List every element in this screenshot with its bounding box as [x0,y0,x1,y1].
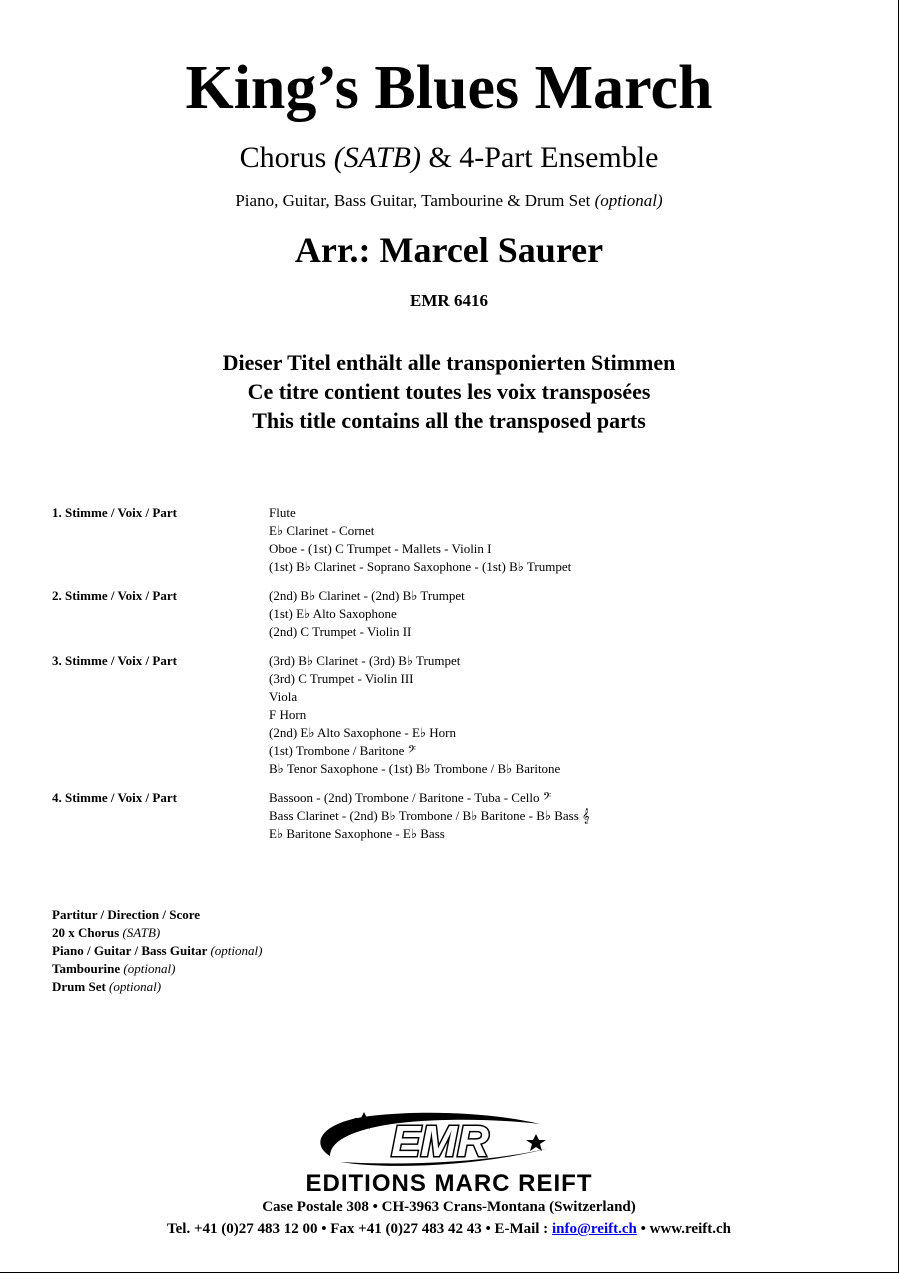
contents-item-text: Drum Set [52,979,106,994]
part-group-label: 2. Stimme / Voix / Part [52,588,177,603]
instrumentation-optional: (optional) [594,191,663,210]
part-item: (2nd) E♭ Alto Saxophone - E♭ Horn [269,725,457,740]
part-item: B♭ Tenor Saxophone - (1st) B♭ Trombone / B♭ Baritone [269,761,561,776]
contents-item [52,960,262,978]
piece-title: King’s Blues March [185,54,713,122]
contents-item-note: (optional) [210,943,263,958]
part-item: (1st) B♭ Clarinet - Soprano Saxophone - (1st) B♭ Trumpet [269,559,572,574]
part-group-label: 3. Stimme / Voix / Part [52,653,177,668]
notice-english: This title contains all the transposed parts [252,408,646,433]
subtitle-voices: (SATB) [333,141,421,174]
part-item: (2nd) C Trumpet - Violin II [269,624,412,639]
part-item: Flute [269,505,296,520]
part-item: E♭ Baritone Saxophone - E♭ Bass [269,826,445,841]
part-item: (1st) E♭ Alto Saxophone [269,606,397,621]
part-group-label: 1. Stimme / Voix / Part [52,505,177,520]
part-item: (3rd) C Trumpet - Violin III [269,671,414,686]
part-group-label: 4. Stimme / Voix / Part [52,790,177,805]
logo-star-right [526,1134,546,1151]
part-item: Oboe - (1st) C Trumpet - Mallets - Violin I [269,541,492,556]
instrumentation-text: Piano, Guitar, Bass Guitar, Tambourine & Drum Set [235,191,591,210]
part-item: E♭ Clarinet - Cornet [269,523,375,538]
contents-item [52,942,262,960]
contents-list [52,906,262,996]
contents-item-note: (optional) [123,961,176,976]
publisher-name: EDITIONS MARC REIFT [305,1170,593,1197]
part-group-1 [52,504,852,576]
notice-german: Dieser Titel enthält alle transponierten Stimmen [222,350,676,375]
contents-item-text: 20 x Chorus [52,925,120,940]
part-group-items [269,789,852,843]
part-group-2 [52,587,852,641]
arranger: Arr.: Marcel Saurer [294,230,604,270]
part-item: (1st) Trombone / Baritone 𝄢 [269,743,417,758]
contents-item [52,906,262,924]
subtitle-suffix: & 4-Part Ensemble [428,141,659,174]
email-link[interactable]: info@reift.ch [551,1221,637,1237]
contents-item [52,924,262,942]
contact-phone-fax: Tel. +41 (0)27 483 12 00 • Fax +41 (0)27 483 42 43 • E-Mail : [167,1221,549,1237]
catalog-number: EMR 6416 [410,291,488,310]
part-item: Bassoon - (2nd) Trombone / Baritone - Tuba - Cello 𝄢 [269,790,552,805]
contents-item-note: (SATB) [122,925,161,940]
publisher-contact [0,1219,898,1239]
part-group-items [269,587,852,641]
part-group-4 [52,789,852,843]
part-item: Viola [269,689,298,704]
part-item: F Horn [269,707,307,722]
contents-item [52,978,262,996]
part-item: Bass Clarinet - (2nd) B♭ Trombone / B♭ Baritone - B♭ Bass 𝄞 [269,808,590,823]
instrumentation [0,190,898,212]
subtitle-prefix: Chorus [239,141,327,174]
subtitle [0,140,898,176]
contact-website: • www.reift.ch [640,1221,731,1237]
part-group-3 [52,652,852,778]
parts-list [52,504,852,854]
part-group-items [269,504,852,576]
logo-text: EMR [391,1117,489,1166]
part-item: (3rd) B♭ Clarinet - (3rd) B♭ Trumpet [269,653,461,668]
contents-item-note: (optional) [109,979,162,994]
notice-french: Ce titre contient toutes les voix transposées [247,379,651,404]
transposed-parts-notice [0,348,898,435]
contents-item-text: Piano / Guitar / Bass Guitar [52,943,208,958]
emr-logo [300,1104,560,1174]
contents-item-text: Tambourine [52,961,121,976]
contents-item-text: Partitur / Direction / Score [52,907,201,922]
part-group-items [269,652,852,778]
part-item: (2nd) B♭ Clarinet - (2nd) B♭ Trumpet [269,588,465,603]
publisher-address: Case Postale 308 • CH-3963 Crans-Montana (Switzerland) [262,1199,636,1215]
